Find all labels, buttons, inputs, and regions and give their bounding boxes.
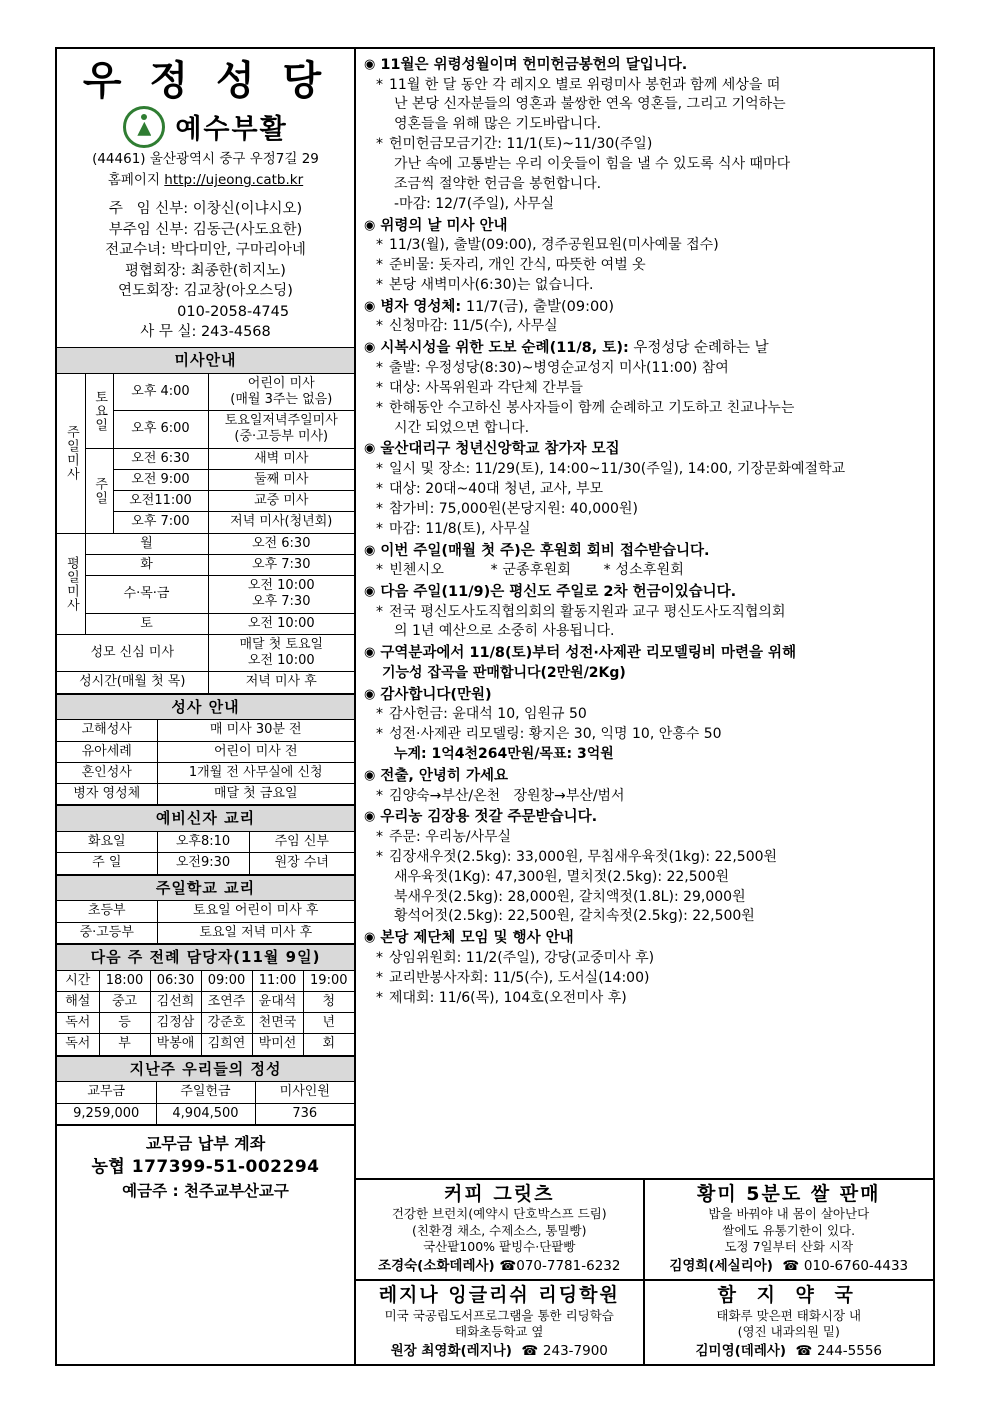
catechumen-row-1-time: 오전9:30 (157, 853, 249, 874)
announcement-detail (364, 520, 927, 540)
announcement-detail (364, 135, 927, 155)
detail-text: 11월 한 달 동안 각 레지오 별로 위령미사 봉헌과 함께 세상을 떠 (389, 76, 781, 93)
sun-row-3-desc: 저녁 미사(청년회) (208, 512, 354, 533)
announcement-title: 우리농 김장용 젓갈 주문받습니다. (380, 809, 598, 826)
announcement-detail (364, 705, 927, 725)
offerings-title: 지난주 우리들의 정성 (57, 1056, 354, 1082)
sunday-school-row-0-label: 초등부 (57, 901, 157, 922)
ad-title: 레지나 잉글리쉬 리딩학원 (378, 1284, 620, 1307)
price-line: 황석어젓(2.5kg): 22,500원, 갈치속젓(2.5kg): 22,500원 (394, 908, 755, 925)
duty-r2-c1: 등 (99, 1013, 150, 1034)
detail-text: 감사헌금: 윤대석 10, 임원규 50 (389, 706, 587, 723)
announcement-heading (364, 338, 927, 359)
duty-r1-c3: 조연주 (201, 991, 252, 1012)
duty-r3-c4: 박미선 (252, 1034, 303, 1055)
duty-r3-c1: 부 (99, 1034, 150, 1055)
announcement-item (364, 685, 927, 765)
duty-r0-c3: 09:00 (201, 970, 252, 991)
sunday-mass-label: 주일미사 (57, 373, 85, 533)
church-name: 우 정 성 당 (82, 58, 329, 104)
sat-row-0-desc2: (매월 3주는 없음) (230, 391, 333, 407)
church-subtitle: 예수부활 (175, 114, 288, 146)
ad-contact (648, 1342, 931, 1360)
duty-r0-c4: 11:00 (252, 970, 303, 991)
announcement-item (364, 643, 927, 683)
announcement-item (364, 439, 927, 539)
announcement-title: 11월은 위령성월이며 헌미헌금봉헌의 달입니다. (380, 57, 688, 73)
announcement-heading (364, 439, 927, 460)
sun-row-1-time: 오전 9:00 (113, 469, 208, 490)
announcement-continuation: 영혼들을 위해 많은 기도바랍니다. (394, 116, 602, 133)
announcement-item (364, 541, 927, 581)
ad-contact-name: 원장 최영화(레지나) (390, 1342, 512, 1359)
account-number: 농협 177399-51-002294 (91, 1157, 320, 1178)
detail-text: 빈첸시오 * 군종후원회 * 성소후원회 (389, 562, 685, 579)
announcement-title: 이번 주일(매월 첫 주)은 후원회 회비 접수받습니다. (380, 542, 710, 559)
account-info (57, 1125, 354, 1206)
extra-row-0-value2: 오전 10:00 (247, 653, 315, 669)
right-column (356, 49, 933, 1364)
announcement-heading (364, 541, 927, 562)
star-bullet-icon: * (376, 480, 383, 497)
detail-text: 성전·사제관 리모델링: 황지은 30, 익명 10, 안흥수 50 (389, 726, 722, 743)
star-bullet-icon: * (376, 562, 384, 579)
duty-r1-c2: 김선희 (150, 991, 201, 1012)
sacrament-row-1-label: 유아세례 (57, 741, 157, 762)
offerings-header-2: 미사인원 (255, 1082, 354, 1103)
wk-row-1-time: 오후 7:30 (208, 554, 354, 575)
table-row (57, 991, 354, 1012)
announcement-detail (364, 460, 927, 480)
sun-row-0-desc: 새벽 미사 (208, 448, 354, 469)
offerings-table (57, 1056, 354, 1125)
sacrament-row-3-label: 병자 영성체 (57, 784, 157, 805)
detail-text: 마감: 11/8(토), 사무실 (389, 520, 531, 537)
announcement-detail (364, 379, 927, 399)
announcement-item (364, 297, 927, 337)
sun-row-2-desc: 교중 미사 (208, 491, 354, 512)
announcement-heading (364, 685, 927, 706)
detail-text: 주문: 우리농/사무실 (389, 828, 512, 845)
announcement-heading (364, 928, 927, 949)
price-line: 북새우젓(2.5kg): 28,000원, 갈치액젓(1.8L): 29,000원 (394, 888, 746, 905)
catechumen-row-0-day: 화요일 (57, 832, 157, 853)
bullseye-bullet-icon: ◉ (364, 686, 376, 702)
announcement-heading (364, 297, 927, 318)
announcement-continuation: 시간 되었으면 합니다. (394, 419, 530, 436)
ad-regina-english[interactable] (356, 1281, 645, 1364)
announcement-detail (364, 500, 927, 520)
duty-r0-c5: 19:00 (303, 970, 354, 991)
announcement-detail (364, 399, 927, 419)
bullseye-bullet-icon: ◉ (364, 583, 376, 599)
mass-schedule-section (57, 347, 354, 694)
announcement-detail (364, 848, 927, 868)
duty-r2-c5: 년 (303, 1013, 354, 1034)
announcement-title: 감사합니다(만원) (380, 686, 492, 703)
detail-text: 제대회: 11/6(목), 104호(오전미사 후) (389, 989, 627, 1006)
sat-row-1-desc (208, 411, 354, 449)
liturgy-duty-table (57, 944, 354, 1056)
sun-row-2-time: 오전11:00 (113, 491, 208, 512)
sat-row-0-desc1: 어린이 미사 (247, 375, 315, 391)
sunday-school-table (57, 875, 354, 944)
advertisements (356, 1178, 933, 1364)
announcement-title: 전출, 안녕히 가세요 (380, 767, 509, 784)
church-address: (44461) 울산광역시 중구 우정7길 29 (92, 150, 319, 167)
sunday-school-row-0-value: 토요일 어린이 미사 후 (157, 901, 354, 922)
wk-row-2-day: 수·목·금 (85, 576, 208, 614)
duty-r1-c4: 윤대석 (252, 991, 303, 1012)
duty-r0-c1: 18:00 (99, 970, 150, 991)
announcement-heading (364, 216, 927, 237)
ad-contact (648, 1257, 931, 1275)
duty-r2-c2: 김정삼 (150, 1013, 201, 1034)
detail-text: 참가비: 75,000원(본당지원: 40,000원) (389, 500, 638, 517)
star-bullet-icon: * (376, 76, 383, 93)
extra-row-0-value1: 매달 첫 토요일 (239, 636, 324, 652)
announcement-continuation: 가난 속에 고통받는 우리 이웃들이 힘을 낼 수 있도록 식사 때마다 (394, 156, 791, 173)
telephone-icon: ☎ (499, 1257, 517, 1274)
weekday-mass-label: 평일미사 (57, 533, 85, 634)
announcement-item (364, 928, 927, 1008)
bullseye-bullet-icon: ◉ (364, 542, 376, 558)
star-bullet-icon: * (376, 828, 383, 845)
announcement-title-suffix: 11/7(금), 출발(09:00) (461, 298, 615, 315)
staff-line-6: 사 무 실: 243-4568 (140, 324, 271, 341)
ad-line: 태화초등학교 옆 (455, 1324, 544, 1340)
announcement-continuation: 난 본당 신자분들의 영혼과 불쌍한 연옥 영혼들, 그리고 기억하는 (394, 96, 786, 113)
detail-text: 상임위원회: 11/2(주일), 강당(교중미사 후) (389, 949, 655, 966)
sacraments-title: 성사 안내 (57, 694, 354, 720)
announcement-detail (364, 480, 927, 500)
detail-text: 전국 평신도사도직협의회의 활동지원과 교구 평신도사도직협의회 (389, 603, 786, 620)
staff-line-5: 010-2058-4745 (121, 303, 290, 320)
bullseye-bullet-icon: ◉ (364, 298, 376, 314)
ad-contact-name: 김미영(데레사) (695, 1342, 787, 1359)
mass-table-title: 미사안내 (57, 348, 354, 373)
detail-text: 한해동안 수고하신 봉사자들이 함께 순례하고 기도하고 친교나누는 (389, 399, 795, 416)
price-line: 새우육젓(1Kg): 47,300원, 멸치젓(2.5kg): 22,500원 (394, 868, 730, 885)
ad-line: 밥을 바꿔야 내 몸이 살아난다 (708, 1206, 870, 1222)
duty-r3-c2: 박봉애 (150, 1034, 201, 1055)
staff-line-0: 주 임 신부: 이창신(이냐시오) (108, 200, 303, 217)
sat-row-1-desc1: 토요일저녁주일미사 (224, 413, 338, 429)
detail-text: 대상: 20대~40대 청년, 교사, 부모 (389, 480, 604, 497)
sun-row-1-desc: 둘째 미사 (208, 469, 354, 490)
announcement-deadline: -마감: 12/7(주일), 사무실 (394, 195, 555, 212)
ad-title: 함 지 약 국 (717, 1284, 860, 1307)
wk-row-0-day: 월 (85, 533, 208, 554)
catechumen-row-0-who: 주임 신부 (249, 832, 354, 853)
detail-text: 김장새우젓(2.5kg): 33,000원, 무침새우육젓(1kg): 22,500원 (389, 848, 778, 865)
extra-row-0-value (208, 634, 354, 672)
announcement-item (364, 807, 927, 927)
announcement-title: 위령의 날 미사 안내 (380, 217, 508, 234)
bullseye-bullet-icon: ◉ (364, 645, 376, 661)
star-bullet-icon: * (376, 136, 383, 153)
staff-line-1: 부주임 신부: 김동근(사도요한) (108, 221, 303, 238)
table-row (57, 1082, 354, 1103)
star-bullet-icon: * (376, 726, 383, 743)
sunday-school-row-1-value: 토요일 저녁 미사 후 (157, 922, 354, 943)
sacrament-row-2-label: 혼인성사 (57, 762, 157, 783)
sat-row-1-desc2: (중·고등부 미사) (234, 429, 329, 445)
detail-text: 헌미헌금모금기간: 11/1(토)~11/30(주일) (389, 136, 653, 153)
announcement-title: 다음 주일(11/9)은 평신도 주일로 2차 헌금이있습니다. (380, 583, 737, 600)
offerings-value-2: 736 (255, 1103, 354, 1124)
sat-row-1-time: 오후 6:00 (113, 411, 208, 449)
announcement-detail (364, 725, 927, 745)
offerings-header-1: 주일헌금 (156, 1082, 255, 1103)
liturgy-duty-title: 다음 주 전례 담당자(11월 9일) (57, 944, 354, 970)
logo-row (59, 106, 352, 148)
ad-line: 도정 7일부터 산화 시작 (724, 1239, 854, 1255)
left-column (57, 49, 356, 1364)
sat-row-0-desc (208, 373, 354, 411)
announcement-detail (364, 989, 927, 1009)
sat-row-0-time: 오후 4:00 (113, 373, 208, 411)
duty-r3-c3: 김희연 (201, 1034, 252, 1055)
wk-row-0-time: 오전 6:30 (208, 533, 354, 554)
ad-line: 건강한 브런치(예약시 단호박스프 드림) (391, 1206, 607, 1222)
saturday-label: 토요일 (85, 373, 113, 448)
star-bullet-icon: * (376, 989, 383, 1006)
church-header (57, 49, 354, 193)
offerings-value-0: 9,259,000 (57, 1103, 156, 1124)
star-bullet-icon: * (376, 277, 383, 294)
offerings-header-0: 교무금 (57, 1082, 156, 1103)
sunday-sub-label: 주일 (85, 448, 113, 533)
announcement-heading (364, 643, 927, 664)
bullseye-bullet-icon: ◉ (364, 441, 376, 457)
ad-title: 커피 그릿츠 (444, 1182, 555, 1205)
ad-line: (친환경 채소, 수제소스, 통밀빵) (411, 1222, 587, 1238)
sacraments-table (57, 694, 354, 806)
ad-phone: 070-7781-6232 (516, 1257, 621, 1274)
bullseye-bullet-icon: ◉ (364, 217, 376, 233)
detail-text: 11/3(월), 출발(09:00), 경주공원묘원(미사예물 접수) (389, 237, 719, 254)
announcement-continuation: 기능성 잡곡을 판매합니다(2만원/2Kg) (382, 664, 626, 681)
bullseye-bullet-icon: ◉ (364, 57, 376, 72)
announcement-heading (364, 807, 927, 828)
announcement-detail (364, 949, 927, 969)
sacrament-row-1-value: 어린이 미사 전 (157, 741, 354, 762)
detail-text: 교리반봉사자회: 11/5(수), 도서실(14:00) (389, 969, 650, 986)
ad-coffee-grits[interactable] (356, 1180, 645, 1279)
table-row (57, 1034, 354, 1055)
ad-line: (영진 내과의원 밑) (737, 1324, 840, 1340)
mass-schedule-table (57, 348, 354, 694)
announcement-detail (364, 317, 927, 337)
ad-title: 황미 5분도 쌀 판매 (696, 1182, 881, 1205)
detail-text: 준비물: 돗자리, 개인 간식, 따뜻한 여벌 옷 (389, 257, 646, 274)
ad-contact-name: 김영희(세실리아) (669, 1257, 773, 1274)
account-holder: 예금주 : 천주교부산교구 (122, 1181, 289, 1200)
ad-contact-name: 조경숙(소화데레사) (378, 1257, 495, 1274)
sacrament-row-0-label: 고해성사 (57, 720, 157, 741)
announcement-title: 구역분과에서 11/8(토)부터 성전·사제관 리모델링비 마련을 위해 (380, 645, 797, 662)
duty-r2-c4: 천면국 (252, 1013, 303, 1034)
wk-row-2-times (208, 576, 354, 614)
ad-hwangmi-rice[interactable] (645, 1180, 934, 1279)
table-row (57, 1013, 354, 1034)
announcement-item (364, 216, 927, 296)
extra-row-0-label: 성모 신심 미사 (57, 634, 208, 672)
star-bullet-icon: * (376, 237, 383, 254)
announcement-title: 본당 제단체 모임 및 행사 안내 (380, 930, 574, 947)
announcement-heading (364, 766, 927, 787)
bullseye-bullet-icon: ◉ (364, 767, 376, 783)
staff-line-4: 연도회장: 김교창(아오스딩) (118, 283, 293, 300)
duty-r2-c0: 독서 (57, 1013, 99, 1034)
ad-row (356, 1180, 933, 1281)
duty-r0-c0: 시간 (57, 970, 99, 991)
announcement-item (364, 582, 927, 642)
sun-row-3-time: 오후 7:00 (113, 512, 208, 533)
announcement-continuation: 조금씩 절약한 헌금을 봉헌합니다. (394, 175, 602, 192)
announcement-detail (364, 828, 927, 848)
staff-line-3: 평협회장: 최종한(히지노) (125, 262, 286, 279)
star-bullet-icon: * (376, 318, 383, 335)
ad-phone: 244-5556 (817, 1342, 883, 1359)
ad-line: 국산팥100% 팥빙수·단팥빵 (423, 1239, 576, 1255)
duty-r1-c1: 중고 (99, 991, 150, 1012)
staff-line-2: 전교수녀: 박다미안, 구마리아네 (105, 242, 306, 259)
bullseye-bullet-icon: ◉ (364, 340, 376, 356)
announcement-detail (364, 76, 927, 96)
ad-line: 쌀에도 유통기한이 있다. (722, 1222, 856, 1238)
church-staff-list (57, 193, 354, 347)
catechumen-row-1-day: 주 일 (57, 853, 157, 874)
ad-line: 태화루 맞은편 태화시장 내 (716, 1307, 862, 1323)
duty-r1-c5: 청 (303, 991, 354, 1012)
announcement-detail (364, 603, 927, 623)
star-bullet-icon: * (376, 706, 383, 723)
catechumen-row-0-time: 오후8:10 (157, 832, 249, 853)
catechumen-title: 예비신자 교리 (57, 806, 354, 832)
detail-text: 김양숙→부산/온천 장원창→부산/범서 (389, 787, 625, 804)
wk-row-2-time1: 오전 10:00 (247, 578, 315, 594)
bulletin-frame (55, 47, 935, 1366)
detail-text: 신청마감: 11/5(수), 사무실 (389, 318, 558, 335)
table-row (57, 1103, 354, 1124)
announcement-detail (364, 359, 927, 379)
wk-row-3-time: 오전 10:00 (208, 613, 354, 634)
duty-r2-c3: 강준호 (201, 1013, 252, 1034)
bullseye-bullet-icon: ◉ (364, 930, 376, 946)
announcement-detail (364, 787, 927, 807)
star-bullet-icon: * (376, 848, 383, 865)
star-bullet-icon: * (376, 949, 383, 966)
ad-phone: 243-7900 (542, 1342, 608, 1359)
ad-row (356, 1281, 933, 1364)
wk-row-1-day: 화 (85, 554, 208, 575)
star-bullet-icon: * (376, 500, 383, 517)
ad-line: 미국 국공립도서프로그램을 통한 리딩학습 (384, 1307, 614, 1323)
detail-text: 일시 및 장소: 11/29(토), 14:00~11/30(주일), 14:00, 기장문화예절학교 (389, 461, 846, 478)
duty-r0-c2: 06:30 (150, 970, 201, 991)
homepage-link[interactable]: http://ujeong.catb.kr (164, 172, 304, 189)
ad-contact (359, 1257, 640, 1275)
duty-r1-c0: 해설 (57, 991, 99, 1012)
announcement-item (364, 338, 927, 438)
star-bullet-icon: * (376, 257, 383, 274)
detail-text: 출발: 우정성당(8:30)~병영순교성지 미사(11:00) 참여 (389, 359, 729, 376)
announcement-heading (364, 582, 927, 603)
extra-row-1-label: 성시간(매월 첫 목) (57, 672, 208, 693)
bullseye-bullet-icon: ◉ (364, 809, 376, 825)
catechumen-table (57, 805, 354, 874)
ad-phone: 010-6760-4433 (803, 1257, 909, 1274)
duty-r3-c5: 회 (303, 1034, 354, 1055)
duty-r3-c0: 독서 (57, 1034, 99, 1055)
sunday-school-row-1-label: 중·고등부 (57, 922, 157, 943)
announcement-item (364, 766, 927, 806)
announcement-detail (364, 276, 927, 296)
announcement-title: 울산대리구 청년신앙학교 참가자 모집 (380, 441, 620, 458)
sun-row-0-time: 오전 6:30 (113, 448, 208, 469)
announcements-list (356, 49, 933, 1178)
extra-row-1-value: 저녁 미사 후 (208, 672, 354, 693)
homepage-label: 홈페이지 (107, 172, 160, 189)
church-logo-icon (123, 106, 165, 148)
sacrament-row-0-value: 매 미사 30분 전 (157, 720, 354, 741)
announcement-item (364, 55, 927, 215)
star-bullet-icon: * (376, 359, 383, 376)
star-bullet-icon: * (376, 603, 383, 620)
announcement-title: 병자 영성체: (380, 298, 462, 315)
sunday-school-title: 주일학교 교리 (57, 875, 354, 901)
detail-text: 대상: 사목위원과 각단체 간부들 (389, 379, 583, 396)
announcement-detail (364, 256, 927, 276)
account-title: 교무금 납부 계좌 (145, 1133, 266, 1153)
sacrament-row-3-value: 매달 첫 금요일 (157, 784, 354, 805)
telephone-icon: ☎ (521, 1342, 539, 1359)
star-bullet-icon: * (376, 399, 383, 416)
ad-contact (359, 1342, 640, 1360)
donation-total: 누계: 1억4천264만원/목표: 3억원 (394, 746, 614, 763)
announcement-continuation: 의 1년 예산으로 소중히 사용됩니다. (394, 623, 615, 640)
star-bullet-icon: * (376, 461, 383, 478)
star-bullet-icon: * (376, 520, 383, 537)
star-bullet-icon: * (376, 787, 383, 804)
offerings-value-1: 4,904,500 (156, 1103, 255, 1124)
announcement-detail (364, 561, 927, 581)
church-homepage (59, 171, 352, 191)
table-row (57, 970, 354, 991)
wk-row-2-time2: 오후 7:30 (252, 594, 311, 610)
detail-text: 본당 새벽미사(6:30)는 없습니다. (389, 277, 594, 294)
wk-row-3-day: 토 (85, 613, 208, 634)
catechumen-row-1-who: 원장 수녀 (249, 853, 354, 874)
star-bullet-icon: * (376, 379, 383, 396)
star-bullet-icon: * (376, 969, 383, 986)
telephone-icon: ☎ (795, 1342, 813, 1359)
telephone-icon: ☎ (782, 1257, 800, 1274)
announcement-heading (364, 55, 927, 76)
sacrament-row-2-value: 1개월 전 사무실에 신청 (157, 762, 354, 783)
announcement-detail (364, 969, 927, 989)
ad-hamji-pharmacy[interactable] (645, 1281, 934, 1364)
announcement-detail (364, 236, 927, 256)
announcement-title: 시복시성을 위한 도보 순례(11/8, 토): (380, 340, 629, 357)
announcement-title-suffix: 우정성당 순례하는 날 (628, 340, 769, 357)
